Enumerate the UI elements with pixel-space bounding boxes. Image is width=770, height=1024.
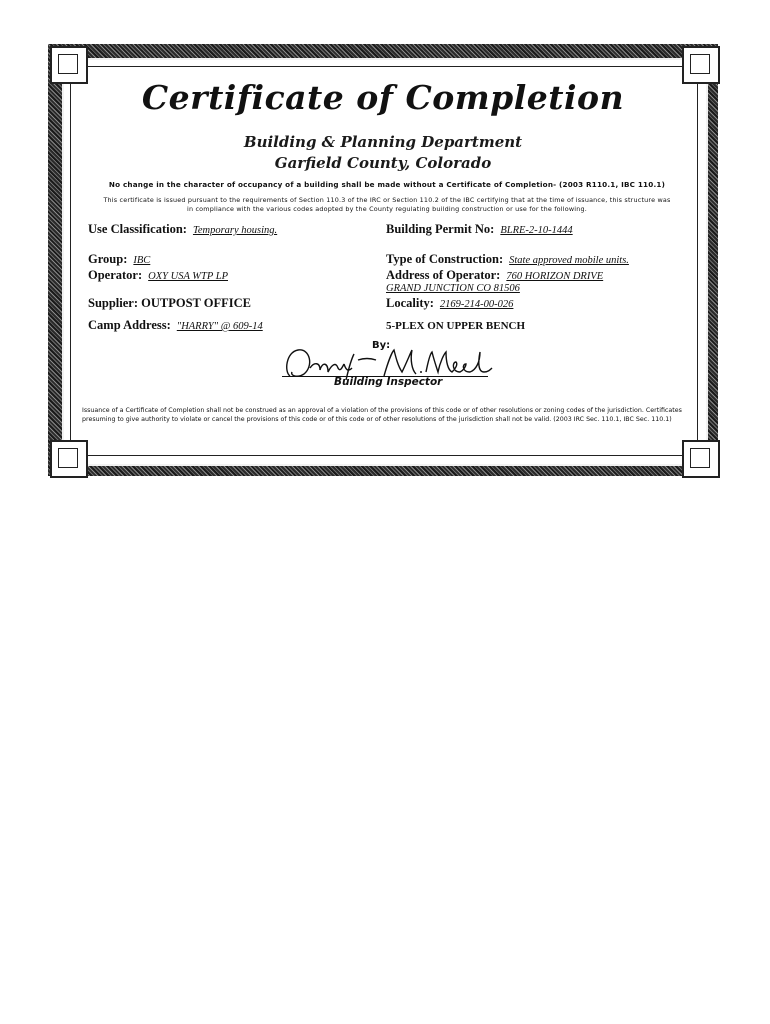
use-classification-value: Temporary housing. [192, 225, 278, 236]
supplier [88, 296, 251, 311]
disclaimer-text: Issuance of a Certificate of Completion shall not be construed as an approval of a violation of the provisions of this code or of other resolutions or zoning codes of the jurisdiction. Certificates presuming to give authority to violate or cancel the provisions of this code or of this code or of other resolutions of the jurisdiction shall not be valid. (2003 IRC Sec. 110.1, IBC Sec. 110.1) [82, 406, 686, 424]
camp-address [88, 318, 263, 333]
operator [88, 268, 228, 283]
operator-address-line1: 760 HORIZON DRIVE [506, 271, 604, 282]
use-classification [88, 222, 277, 237]
building-permit [386, 222, 573, 237]
camp-note-text: 5-PLEX ON UPPER BENCH [386, 320, 526, 332]
operator-address-line2: GRAND JUNCTION CO 81506 [386, 283, 520, 294]
locality [386, 296, 513, 311]
camp-address-value: "HARRY" @ 609-14 [176, 321, 263, 332]
locality-value: 2169-214-00-026 [439, 299, 514, 310]
compliance-statement: This certificate is issued pursuant to the requirements of Section 110.3 of the IRC or Section 110.2 of the IBC certifying that at the time of issuance, this structure was in compliance with the various codes adopted by the County regulating building construction or use for the following. [103, 196, 671, 213]
group-label: Group: [88, 252, 128, 266]
supplier-label: Supplier: [88, 296, 139, 310]
county-name: Garfield County, Colorado [274, 154, 492, 172]
use-classification-label: Use Classification: [88, 222, 187, 236]
building-permit-value: BLRE-2-10-1444 [500, 225, 573, 236]
operator-label: Operator: [88, 268, 143, 282]
type-of-construction-label: Type of Construction: [386, 252, 504, 266]
operator-address-label: Address of Operator: [386, 268, 501, 282]
certificate-title: Certificate of Completion [141, 78, 625, 117]
group-value: IBC [133, 255, 151, 266]
camp-note [386, 318, 525, 333]
corner-ornament [682, 440, 720, 478]
occupancy-notice: No change in the character of occupancy of a building shall be made without a Certificate of Completion- (2003 R110.1, IBC 110.1) [108, 180, 666, 189]
camp-address-label: Camp Address: [88, 318, 171, 332]
operator-value: OXY USA WTP LP [148, 271, 228, 282]
corner-ornament [50, 440, 88, 478]
department-name: Building & Planning Department [243, 133, 523, 151]
locality-label: Locality: [386, 296, 434, 310]
group [88, 252, 150, 267]
type-of-construction-value: State approved mobile units. [509, 255, 629, 266]
supplier-value: OUTPOST OFFICE [141, 296, 251, 310]
building-permit-label: Building Permit No: [386, 222, 495, 236]
inspector-title: Building Inspector [334, 376, 443, 388]
operator-address-continued [386, 280, 520, 295]
type-of-construction [386, 252, 629, 267]
signature-by-label: By: [372, 340, 391, 351]
